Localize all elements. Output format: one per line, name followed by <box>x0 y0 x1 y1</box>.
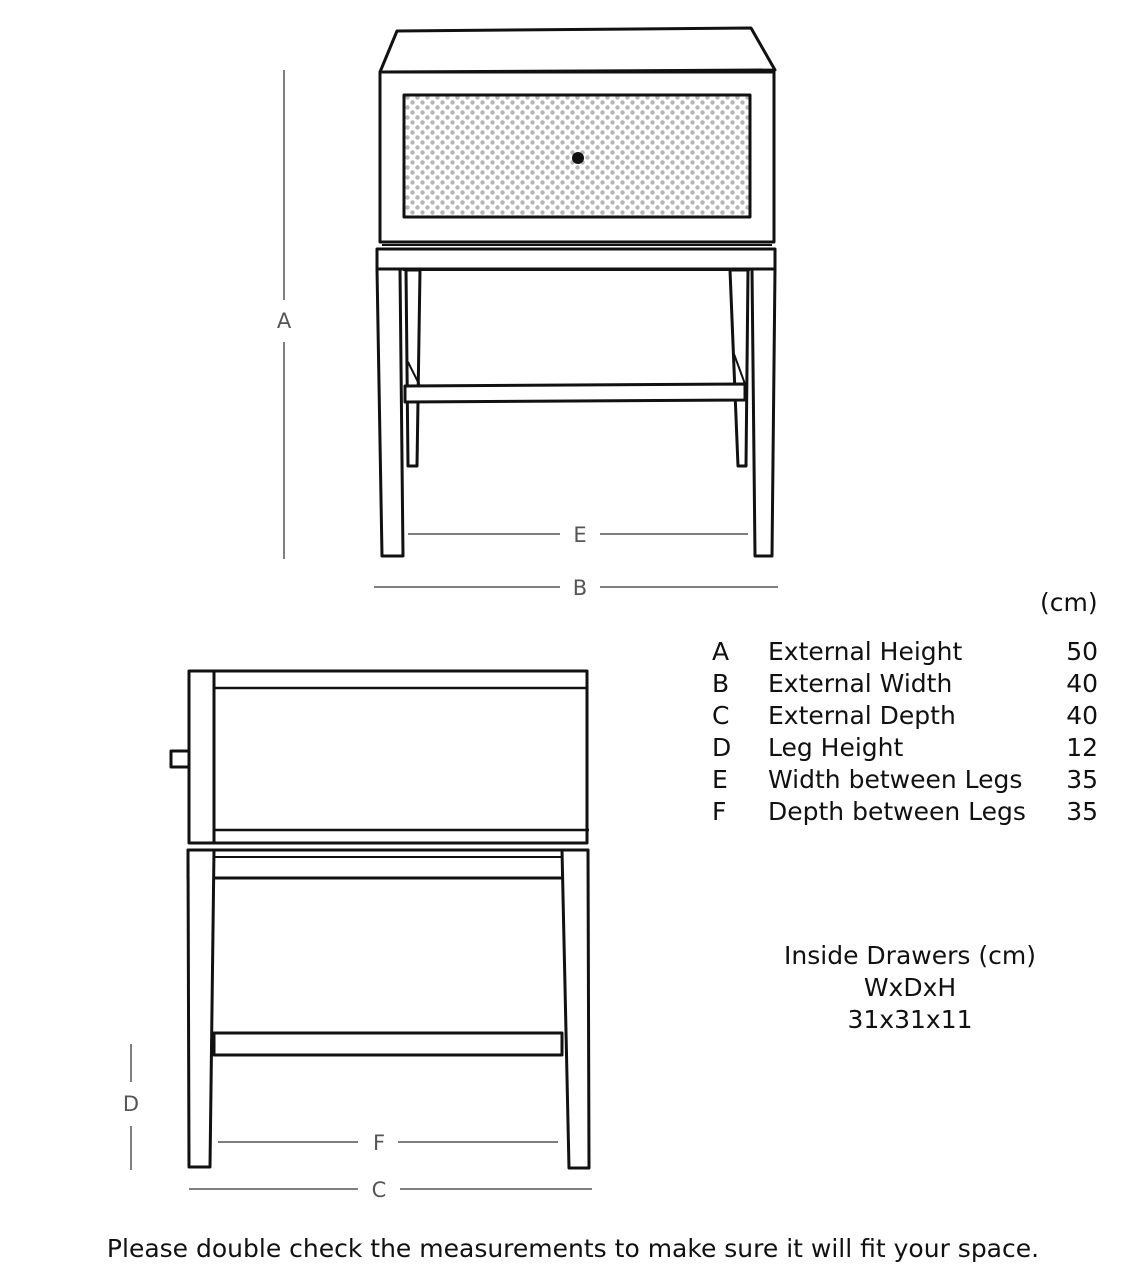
dimension-value: 35 <box>1066 797 1098 826</box>
dimensions-table <box>712 636 1098 828</box>
dimension-f-label: F <box>372 1131 386 1155</box>
dimension-label: External Width <box>768 669 953 698</box>
side-cabinet-body <box>189 671 587 843</box>
dimension-row <box>712 668 1098 700</box>
front-base-top-rail <box>377 249 775 269</box>
dimension-d-label: D <box>122 1092 140 1116</box>
front-stretcher <box>405 384 745 402</box>
inside-drawers-info <box>760 940 1060 1036</box>
side-base-top-rail <box>188 850 588 878</box>
dimension-code: A <box>712 637 730 666</box>
inside-drawers-format: WxDxH <box>863 973 957 1002</box>
dimension-row <box>712 636 1098 668</box>
dimension-code: D <box>712 733 732 762</box>
dimension-code: F <box>712 797 727 826</box>
dimension-value: 50 <box>1066 637 1098 666</box>
dimension-e-label: E <box>573 523 587 547</box>
dimension-value: 40 <box>1066 669 1098 698</box>
side-left-leg <box>188 850 214 1167</box>
dimension-code: C <box>712 701 730 730</box>
dimension-label: Depth between Legs <box>768 797 1026 826</box>
dimension-row <box>712 732 1098 764</box>
front-left-leg <box>377 269 403 556</box>
dimension-label: Width between Legs <box>768 765 1023 794</box>
inside-drawers-title: Inside Drawers (cm) <box>784 941 1036 970</box>
unit-label: (cm) <box>1040 588 1098 617</box>
dimension-label: Leg Height <box>768 733 904 762</box>
dimension-value: 12 <box>1066 733 1098 762</box>
dimension-code: E <box>712 765 728 794</box>
dimension-label: External Height <box>768 637 963 666</box>
dimension-row <box>712 700 1098 732</box>
side-knob-icon <box>171 751 189 767</box>
front-view <box>377 28 775 556</box>
footer-note: Please double check the measurements to make sure it will fit your space. <box>106 1234 1040 1263</box>
back-left-leg <box>406 270 420 466</box>
side-stretcher <box>214 1033 562 1055</box>
inside-drawers-value: 31x31x11 <box>847 1005 973 1034</box>
dimension-value: 40 <box>1066 701 1098 730</box>
drawer-knob-icon <box>572 152 584 164</box>
dimension-label: External Depth <box>768 701 956 730</box>
side-view <box>171 671 589 1168</box>
front-right-leg <box>752 269 775 556</box>
dimension-c-label: C <box>371 1178 387 1202</box>
dimension-a-label: A <box>276 309 292 333</box>
dimension-code: B <box>712 669 730 698</box>
dimension-row <box>712 796 1098 828</box>
dimension-b-label: B <box>572 576 588 600</box>
dimension-row <box>712 764 1098 796</box>
dimension-value: 35 <box>1066 765 1098 794</box>
front-top-slab <box>380 28 775 72</box>
side-right-leg <box>562 850 589 1168</box>
